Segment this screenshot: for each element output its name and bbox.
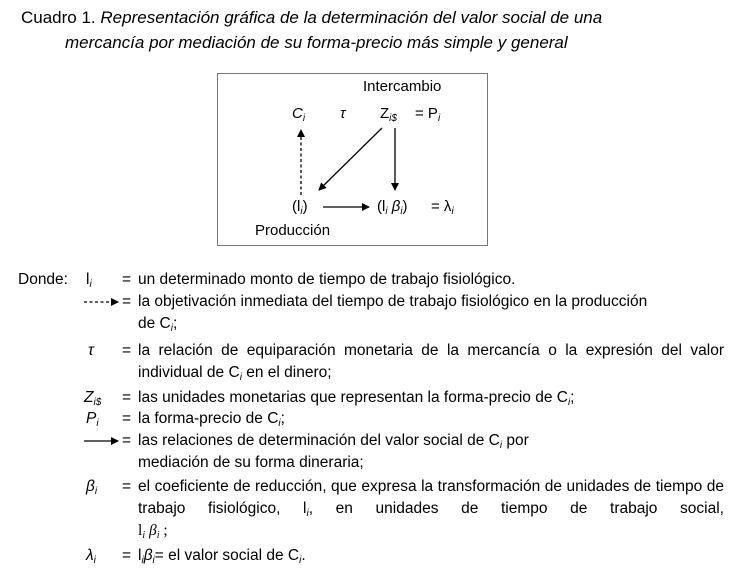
production-label: Producción	[255, 222, 331, 239]
eq-lambda: = $\lambda_i$	[431, 198, 454, 217]
node-libeta: ($l_i$ $\beta_i$)	[377, 198, 408, 217]
title-line-1: Representación gráfica de la determinación del valor social de una	[100, 8, 603, 27]
legend-row-beta: $\beta_i$ = el coeficiente de reducción, que expresa la transformación de unidades de tiempo de trabajo fisiológico, $l_i$, en unidades de tiempo de trabajo social, $l_i$ $\beta_i$ ;	[86, 478, 724, 541]
tau-symbol: τ	[340, 105, 346, 122]
arrow-z-to-li	[319, 128, 382, 190]
legend-row-dashed: = la objetivación inmediata del tiempo de trabajo fisiológico en la producción de $C_i$;	[122, 293, 648, 334]
legend-donde: Donde:	[18, 271, 68, 288]
title-line-2: mercancía por mediación de su forma-precio más simple y general	[65, 33, 568, 52]
legend-row-tau: τ = la relación de equiparación monetaria de la mercancía o la expresión del valor individual de $C_i$ en el dinero;	[88, 342, 724, 383]
exchange-label: Intercambio	[363, 78, 442, 95]
legend-row-solid-arrow: = las relaciones de determinación del valor social de $C_i$ por mediación de su forma dineraria;	[122, 432, 529, 471]
legend-row-z: $Z_{i\$}$ = las unidades monetarias que representan la forma-precio de $C_i$;	[84, 389, 575, 408]
node-ci: $C_i$	[292, 105, 306, 124]
node-li: $(l_i)$	[292, 198, 308, 217]
legend-row-p: $P_i$ = la forma-precio de $C_i$;	[86, 410, 285, 429]
node-z: $Z_{i\$}$	[380, 105, 397, 124]
eq-pi: = $P_i$	[415, 105, 441, 124]
legend-row-li: $l_i$ = un determinado monto de tiempo de trabajo fisiológico.	[86, 271, 516, 290]
legend-row-lambda: $\lambda_i$ = $l_i\beta_i=$ el valor social de $C_i$.	[86, 547, 306, 566]
title-prefix: Cuadro 1.	[21, 8, 96, 27]
